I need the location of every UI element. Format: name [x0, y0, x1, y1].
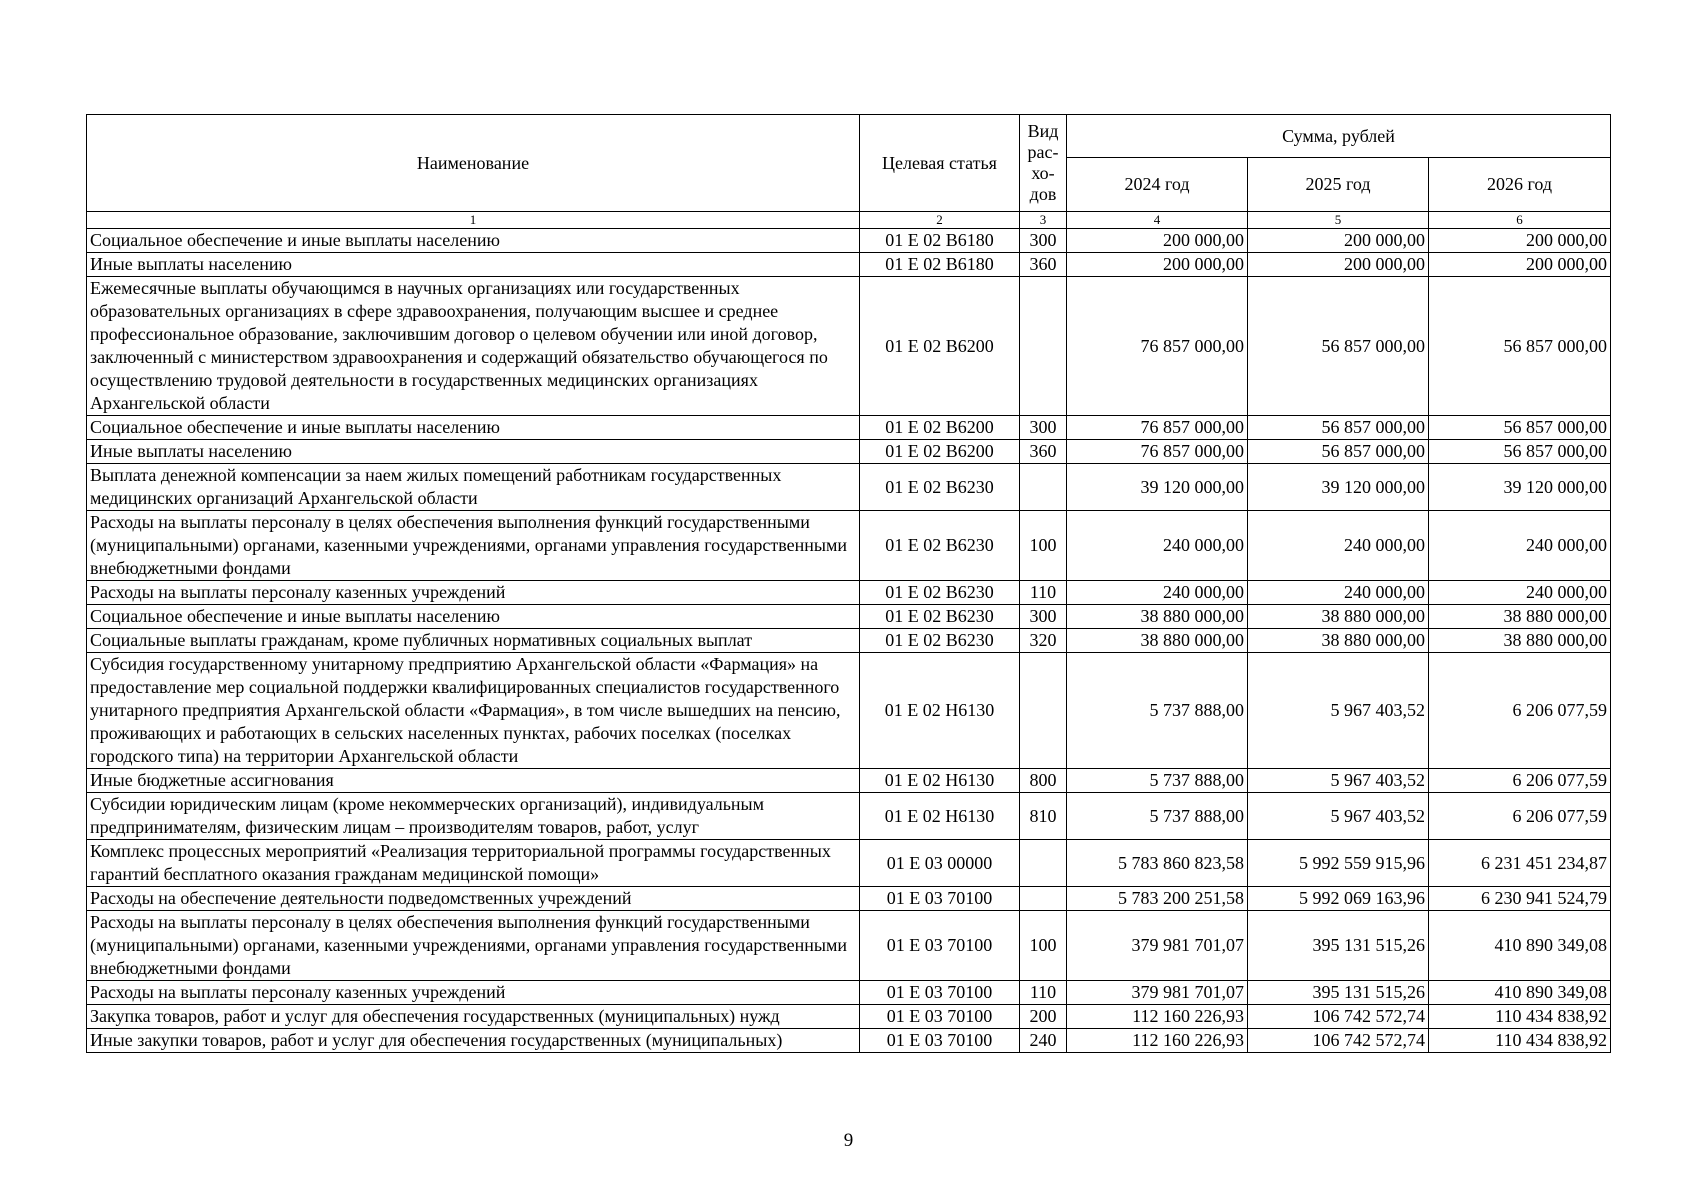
- row-target-article: 01 Е 02 В6230: [860, 605, 1020, 629]
- row-expense-type: 360: [1020, 253, 1067, 277]
- row-name: Иные выплаты населению: [87, 253, 860, 277]
- header-year-2024: 2024 год: [1067, 158, 1248, 212]
- row-amount-2026: 6 231 451 234,87: [1429, 840, 1611, 887]
- row-target-article: 01 Е 03 70100: [860, 981, 1020, 1005]
- column-number: 6: [1429, 212, 1611, 229]
- row-amount-2026: 38 880 000,00: [1429, 629, 1611, 653]
- table-row: [87, 887, 1611, 911]
- table-row: [87, 840, 1611, 887]
- row-expense-type: 320: [1020, 629, 1067, 653]
- row-amount-2025: 395 131 515,26: [1248, 981, 1429, 1005]
- table-row: [87, 629, 1611, 653]
- row-amount-2025: 106 742 572,74: [1248, 1005, 1429, 1029]
- budget-table: [86, 114, 1611, 1053]
- row-target-article: 01 Е 02 Н6130: [860, 653, 1020, 769]
- table-row: [87, 769, 1611, 793]
- row-expense-type: 810: [1020, 793, 1067, 840]
- table-row: [87, 1029, 1611, 1053]
- row-amount-2024: 5 783 860 823,58: [1067, 840, 1248, 887]
- row-amount-2026: 240 000,00: [1429, 581, 1611, 605]
- row-name: Расходы на выплаты персоналу в целях обеспечения выполнения функций государственными (муниципальными) органами, казенными учреждениями, органами управления государственными внебюджетными фондами: [87, 511, 860, 581]
- row-amount-2025: 5 967 403,52: [1248, 653, 1429, 769]
- row-name: Расходы на обеспечение деятельности подведомственных учреждений: [87, 887, 860, 911]
- row-amount-2026: 6 206 077,59: [1429, 769, 1611, 793]
- row-target-article: 01 Е 02 В6230: [860, 581, 1020, 605]
- table-body: [87, 229, 1611, 1053]
- row-amount-2024: 379 981 701,07: [1067, 981, 1248, 1005]
- row-amount-2024: 200 000,00: [1067, 253, 1248, 277]
- row-name: Расходы на выплаты персоналу в целях обеспечения выполнения функций государственными (муниципальными) органами, казенными учреждениями, органами управления государственными внебюджетными фондами: [87, 911, 860, 981]
- row-amount-2026: 39 120 000,00: [1429, 464, 1611, 511]
- row-amount-2024: 5 737 888,00: [1067, 769, 1248, 793]
- column-number: 1: [87, 212, 860, 229]
- row-amount-2024: 39 120 000,00: [1067, 464, 1248, 511]
- row-expense-type: [1020, 840, 1067, 887]
- row-expense-type: [1020, 464, 1067, 511]
- row-name: Комплекс процессных мероприятий «Реализация территориальной программы государственных гарантий бесплатного оказания гражданам медицинской помощи»: [87, 840, 860, 887]
- row-target-article: 01 Е 02 В6230: [860, 511, 1020, 581]
- row-amount-2024: 38 880 000,00: [1067, 605, 1248, 629]
- row-name: Расходы на выплаты персоналу казенных учреждений: [87, 581, 860, 605]
- row-expense-type: 110: [1020, 581, 1067, 605]
- row-amount-2024: 200 000,00: [1067, 229, 1248, 253]
- row-amount-2024: 38 880 000,00: [1067, 629, 1248, 653]
- column-number: 3: [1020, 212, 1067, 229]
- row-amount-2026: 6 230 941 524,79: [1429, 887, 1611, 911]
- row-name: Иные выплаты населению: [87, 440, 860, 464]
- row-name: Расходы на выплаты персоналу казенных учреждений: [87, 981, 860, 1005]
- table-row: [87, 605, 1611, 629]
- row-target-article: 01 Е 02 В6200: [860, 440, 1020, 464]
- row-amount-2025: 38 880 000,00: [1248, 629, 1429, 653]
- row-amount-2024: 5 737 888,00: [1067, 653, 1248, 769]
- table-row: [87, 277, 1611, 416]
- row-name: Социальное обеспечение и иные выплаты населению: [87, 605, 860, 629]
- column-number: 4: [1067, 212, 1248, 229]
- header-sum: Сумма, рублей: [1067, 115, 1611, 158]
- row-amount-2024: 240 000,00: [1067, 581, 1248, 605]
- page-number: 9: [843, 1130, 854, 1151]
- row-name: Социальное обеспечение и иные выплаты населению: [87, 416, 860, 440]
- row-target-article: 01 Е 03 70100: [860, 911, 1020, 981]
- row-amount-2025: 5 967 403,52: [1248, 793, 1429, 840]
- row-target-article: 01 Е 03 70100: [860, 1029, 1020, 1053]
- table-row: [87, 981, 1611, 1005]
- row-amount-2026: 110 434 838,92: [1429, 1029, 1611, 1053]
- row-amount-2024: 76 857 000,00: [1067, 416, 1248, 440]
- row-expense-type: 800: [1020, 769, 1067, 793]
- row-amount-2025: 39 120 000,00: [1248, 464, 1429, 511]
- row-amount-2025: 240 000,00: [1248, 581, 1429, 605]
- row-expense-type: 100: [1020, 911, 1067, 981]
- row-amount-2024: 5 783 200 251,58: [1067, 887, 1248, 911]
- row-amount-2024: 379 981 701,07: [1067, 911, 1248, 981]
- table-row: [87, 911, 1611, 981]
- row-expense-type: 300: [1020, 229, 1067, 253]
- table-row: [87, 416, 1611, 440]
- row-expense-type: 360: [1020, 440, 1067, 464]
- row-amount-2026: 56 857 000,00: [1429, 440, 1611, 464]
- row-target-article: 01 Е 02 Н6130: [860, 793, 1020, 840]
- row-expense-type: 300: [1020, 416, 1067, 440]
- row-amount-2025: 56 857 000,00: [1248, 277, 1429, 416]
- row-amount-2026: 410 890 349,08: [1429, 981, 1611, 1005]
- row-amount-2025: 395 131 515,26: [1248, 911, 1429, 981]
- row-name: Закупка товаров, работ и услуг для обеспечения государственных (муниципальных) нужд: [87, 1005, 860, 1029]
- row-target-article: 01 Е 02 В6230: [860, 629, 1020, 653]
- row-amount-2025: 106 742 572,74: [1248, 1029, 1429, 1053]
- row-target-article: 01 Е 02 В6200: [860, 277, 1020, 416]
- header-year-2025: 2025 год: [1248, 158, 1429, 212]
- row-target-article: 01 Е 03 70100: [860, 1005, 1020, 1029]
- row-amount-2025: 240 000,00: [1248, 511, 1429, 581]
- row-target-article: 01 Е 03 70100: [860, 887, 1020, 911]
- row-expense-type: 100: [1020, 511, 1067, 581]
- row-name: Субсидия государственному унитарному предприятию Архангельской области «Фармация» на предоставление мер социальной поддержки квалифицированных специалистов государственного унитарного предприятия Архангельской области «Фармация», в том числе вышедших на пенсию, проживающих и работающих в сельских населенных пунктах, рабочих поселках (поселках городского типа) на территории Архангельской области: [87, 653, 860, 769]
- row-expense-type: [1020, 277, 1067, 416]
- column-number: 5: [1248, 212, 1429, 229]
- row-amount-2025: 38 880 000,00: [1248, 605, 1429, 629]
- row-amount-2026: 56 857 000,00: [1429, 416, 1611, 440]
- table-row: [87, 511, 1611, 581]
- row-amount-2025: 56 857 000,00: [1248, 416, 1429, 440]
- row-amount-2026: 6 206 077,59: [1429, 653, 1611, 769]
- header-year-2026: 2026 год: [1429, 158, 1611, 212]
- row-amount-2026: 240 000,00: [1429, 511, 1611, 581]
- row-amount-2026: 200 000,00: [1429, 229, 1611, 253]
- table-row: [87, 653, 1611, 769]
- row-amount-2024: 112 160 226,93: [1067, 1005, 1248, 1029]
- row-amount-2024: 240 000,00: [1067, 511, 1248, 581]
- row-target-article: 01 Е 02 Н6130: [860, 769, 1020, 793]
- table-row: [87, 440, 1611, 464]
- table-row: [87, 229, 1611, 253]
- row-amount-2026: 6 206 077,59: [1429, 793, 1611, 840]
- row-name: Иные бюджетные ассигнования: [87, 769, 860, 793]
- table-row: [87, 464, 1611, 511]
- row-expense-type: [1020, 653, 1067, 769]
- row-amount-2025: 5 967 403,52: [1248, 769, 1429, 793]
- row-amount-2026: 110 434 838,92: [1429, 1005, 1611, 1029]
- row-amount-2024: 76 857 000,00: [1067, 440, 1248, 464]
- header-expense-type: Вид рас-хо-дов: [1020, 115, 1067, 212]
- row-name: Ежемесячные выплаты обучающимся в научных организациях или государственных образовательных организациях в сфере здравоохранения, получающим высшее и среднее профессиональное образование, заключившим договор о целевом обучении или иной договор, заключенный с министерством здравоохранения и содержащий обязательство обучающегося по осуществлению трудовой деятельности в государственных медицинских организациях Архангельской области: [87, 277, 860, 416]
- row-amount-2024: 112 160 226,93: [1067, 1029, 1248, 1053]
- row-expense-type: 110: [1020, 981, 1067, 1005]
- row-amount-2025: 200 000,00: [1248, 229, 1429, 253]
- row-target-article: 01 Е 02 В6180: [860, 253, 1020, 277]
- row-amount-2025: 56 857 000,00: [1248, 440, 1429, 464]
- row-target-article: 01 Е 03 00000: [860, 840, 1020, 887]
- row-amount-2024: 76 857 000,00: [1067, 277, 1248, 416]
- row-expense-type: 240: [1020, 1029, 1067, 1053]
- table-row: [87, 253, 1611, 277]
- row-expense-type: [1020, 887, 1067, 911]
- row-amount-2025: 200 000,00: [1248, 253, 1429, 277]
- row-amount-2025: 5 992 069 163,96: [1248, 887, 1429, 911]
- row-amount-2026: 410 890 349,08: [1429, 911, 1611, 981]
- row-target-article: 01 Е 02 В6180: [860, 229, 1020, 253]
- row-name: Социальные выплаты гражданам, кроме публичных нормативных социальных выплат: [87, 629, 860, 653]
- row-name: Выплата денежной компенсации за наем жилых помещений работникам государственных медицинских организаций Архангельской области: [87, 464, 860, 511]
- row-expense-type: 200: [1020, 1005, 1067, 1029]
- row-name: Иные закупки товаров, работ и услуг для обеспечения государственных (муниципальных): [87, 1029, 860, 1053]
- column-number: 2: [860, 212, 1020, 229]
- row-amount-2026: 200 000,00: [1429, 253, 1611, 277]
- table-row: [87, 581, 1611, 605]
- table-row: [87, 1005, 1611, 1029]
- row-expense-type: 300: [1020, 605, 1067, 629]
- header-name: Наименование: [87, 115, 860, 212]
- row-target-article: 01 Е 02 В6230: [860, 464, 1020, 511]
- table-row: [87, 793, 1611, 840]
- header-target-article: Целевая статья: [860, 115, 1020, 212]
- row-amount-2024: 5 737 888,00: [1067, 793, 1248, 840]
- row-amount-2025: 5 992 559 915,96: [1248, 840, 1429, 887]
- row-target-article: 01 Е 02 В6200: [860, 416, 1020, 440]
- row-name: Социальное обеспечение и иные выплаты населению: [87, 229, 860, 253]
- row-name: Субсидии юридическим лицам (кроме некоммерческих организаций), индивидуальным предпринимателям, физическим лицам – производителям товаров, работ, услуг: [87, 793, 860, 840]
- row-amount-2026: 56 857 000,00: [1429, 277, 1611, 416]
- row-amount-2026: 38 880 000,00: [1429, 605, 1611, 629]
